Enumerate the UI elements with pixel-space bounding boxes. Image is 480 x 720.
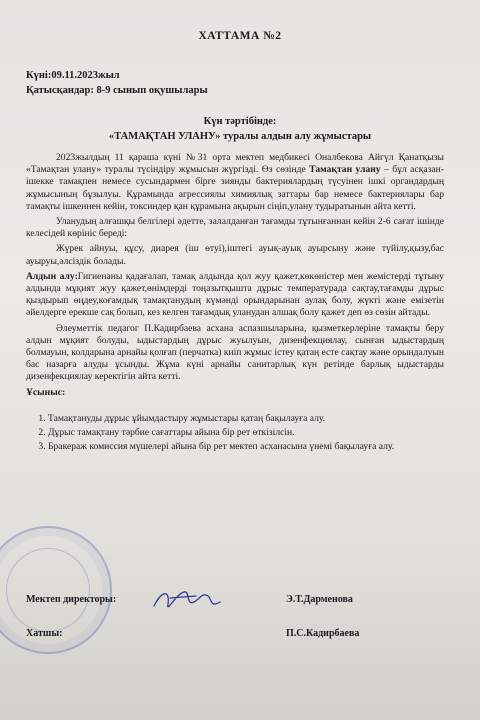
- decision-item: 3. Бракераж комиссия мүшелері айына бір рет мектеп асханасына үнемі бақылауға алу.: [48, 441, 444, 453]
- paragraph-social-pedagog: Әлеуметтік педагог П.Кадирбаева асхана аспазшыларына, қызметкерлеріне тамақты беру алдын мұқият болуды, ыдыстардың дұрыс жуылуын, дизенфекциялау, сынған ыдыстардың болмауын, колдарына арнайы қолғап (перчатка) киіп жұмыс істеу қатаң есте сақтау және орындалуын бас назарға алуды ұсынды. Жұма күні арнайы санитарлық күн ретінде барлық ыдыстарды дизенфекциялау керектігін айта кетті.: [26, 322, 444, 383]
- para1-term: Тамақтан улану: [309, 164, 381, 176]
- director-label: Мектеп директоры:: [26, 594, 117, 605]
- prevention-label: Алдын алу:: [26, 270, 78, 282]
- decision-list: [26, 413, 444, 454]
- prevention-text: Гигиенаны қадағалап, тамақ алдында қол жуу қажет,көкөністер мен жемістерді тұтыну алдында мұқият жуу қажет,өнімдерді тоңазытқышта дұрыс температурада сақтау,тағамды дұрыс қыздырып өңдеу,коғамдық тамақтанудың күмәнді орындарынан аулақ болу, жүкті және емізетін әйелдерге ерекше сақ болып, кез келген тағамдық уланудан алшақ болу қажет деп өз сөзін айтады.: [26, 270, 444, 319]
- protocol-body: [26, 152, 444, 455]
- date-line: Күні:09.11.2023жыл: [26, 70, 120, 81]
- agenda-block: [26, 114, 454, 144]
- meta-block: [26, 68, 208, 98]
- agenda-topic: «ТАМАҚТАН УЛАНУ» туралы алдын алу жұмыстары: [108, 131, 372, 142]
- secretary-name: П.С.Кадирбаева: [286, 628, 360, 639]
- para1-text: 2023жылдың 11 қараша күні №31 орта мектеп медбикесі Оналбекова Айгүл Қанатқызы «Тамақтан улану» туралы түсіндіру жұмысын жүргізді. Өз сөзінде: [26, 152, 444, 176]
- paragraph-intro: [26, 152, 444, 213]
- stamp-inner-ring: [6, 548, 90, 632]
- participants-line: Қатысқандар: 8-9 сынып оқушылары: [26, 85, 208, 96]
- director-name: Э.Т.Дарменова: [286, 594, 353, 605]
- decision-heading: Ұсыныс:: [26, 386, 66, 398]
- decision-item: 2. Дұрыс тамақтану тәрбие сағаттары айына бір рет өткізілсін.: [48, 427, 444, 439]
- document-title: ХАТТАМА №2: [198, 30, 282, 42]
- paragraph-symptoms-intro: Уланудың алғашқы белгілері әдетте, залалданған тағамды тұтынғаннан кейін 2-6 сағат ішінде келесідей көрініс береді:: [26, 216, 444, 240]
- paragraph-prevention: [26, 271, 444, 320]
- director-signature: [150, 584, 230, 618]
- decision-item: 1. Тамақтануды дұрыс ұйымдастыру жұмыстары қатаң бақылауға алу.: [48, 413, 444, 425]
- paragraph-symptoms: Жүрек айнуы, құсу, диарея (іш өтуі),іштегі ауық-ауық ауырсыну және түйілу,қызу,бас ауыруы,әлсіздік болады.: [26, 243, 444, 267]
- para1-rest: – бұл асқазан-ішекке тамақпен немесе сусындармен бірге зиянды бактериялардың түсуінен ішкі органдардың жұмысының бұзылуы. Құрамында агрессиялы химиялық заттары бар немесе бактериялары бар тамақты ішкеннен кейін, токсиндер қан құрамына ақырын сіңіп,улану тудыратынын айта кетті.: [26, 164, 444, 212]
- secretary-label: Хатшы:: [26, 628, 63, 639]
- agenda-heading: Күн тәртібінде:: [203, 116, 277, 127]
